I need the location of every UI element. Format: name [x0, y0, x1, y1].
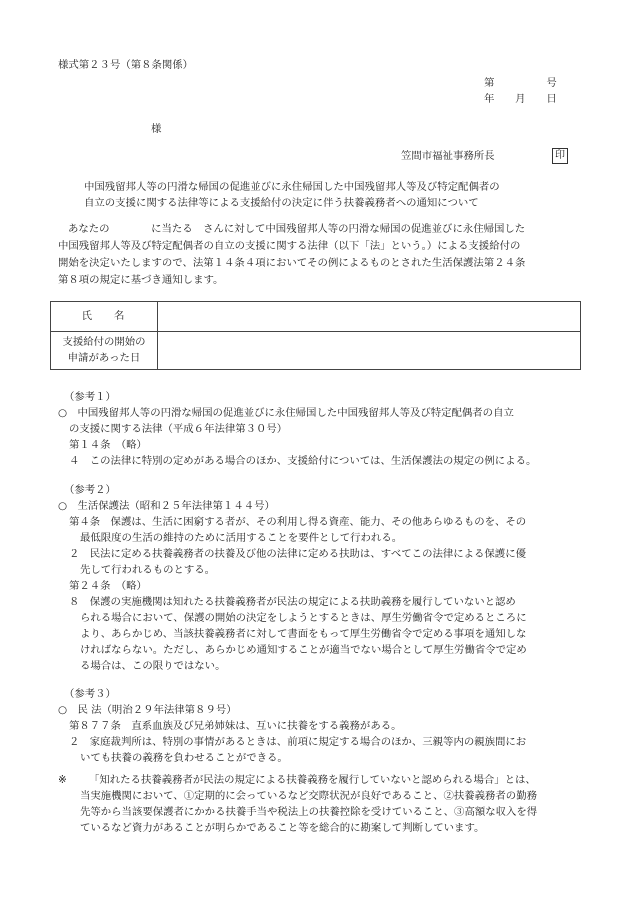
addressee-suffix: 様 — [151, 123, 162, 135]
reference-line: ○ 中国残留邦人等の円滑な帰国の促進並びに永住帰国した中国残留邦人等及び特定配偶者の自立 — [58, 407, 514, 419]
reference-line: 第４条 保護は、生活に困窮する者が、その利用し得る資産、能力、その他あらゆるものを、その — [69, 516, 527, 528]
name-value[interactable] — [158, 302, 581, 332]
name-label: 氏名 — [51, 302, 158, 332]
reference-line: ２ 家庭裁判所は、特別の事情があるときは、前項に規定する場合のほか、三親等内の親族間にお — [69, 736, 527, 748]
issuer-name: 笠間市福祉事務所長 — [401, 150, 495, 162]
note-line: 当実施機関において、①定期的に会っているなど交際状況が良好であること、②扶養義務者の勤務 — [80, 790, 537, 802]
reference-line: ８ 保護の実施機関は知れたる扶養義務者が民法の規定による扶助義務を履行していないと認め — [69, 596, 516, 608]
reference-line: られる場合において、保護の開始の決定をしようとするときは、厚生労働省令で定めるところに — [80, 612, 527, 624]
notice-title-line: 中国残留邦人等の円滑な帰国の促進並びに永住帰国した中国残留邦人等及び特定配偶者の — [84, 181, 500, 193]
reference-line: ○ 民 法（明治２９年法律第８９号） — [58, 704, 237, 716]
application-date-label: 支援給付の開始の 申請があった日 — [51, 332, 158, 370]
reference-line: ２ 民法に定める扶養義務者の扶養及び他の法律に定める扶助は、すべてこの法律による保護に優 — [69, 548, 526, 560]
reference-heading: （参考１） — [64, 391, 116, 403]
reference-line: 先して行われるものとする。 — [80, 564, 216, 576]
reference-line: 第８７７条 直系血族及び兄弟姉妹は、互いに扶養をする義務がある。 — [69, 720, 402, 732]
reference-line: ○ 生活保護法（昭和２５年法律第１４４号） — [58, 500, 275, 512]
reference-line: いても扶養の義務を負わせることができる。 — [80, 752, 288, 764]
reference-line: ければならない。ただし、あらかじめ通知することが適当でない場合として厚生労働省令で定め — [80, 644, 527, 656]
notice-title-line: 自立の支援に関する法律等による支援給付の決定に伴う扶養義務者への通知について — [84, 197, 479, 209]
reference-line: ４ この法律に特別の定めがある場合のほか、支援給付については、生活保護法の規定の例による。 — [69, 455, 537, 467]
recipient-info-table — [50, 301, 581, 370]
notice-body-line: あなたの に当たる さんに対して中国残留邦人等の円滑な帰国の促進並びに永住帰国した — [68, 223, 526, 235]
note-line: ているなど資力があることが明らかであること等を総合的に勘案して判断しています。 — [80, 822, 485, 834]
form-title: 様式第２３号（第８条関係） — [58, 59, 194, 71]
reference-line: 第１４条 （略） — [69, 439, 147, 451]
notice-body-line: 開始を決定いたしますので、法第１４条４項においてその例によるものとされた生活保護法第２４条 — [58, 257, 526, 269]
reference-heading: （参考３） — [64, 688, 116, 700]
table-row — [51, 302, 581, 332]
document-number: 第 号 — [484, 77, 557, 89]
note-mark: ※ — [58, 774, 67, 786]
reference-line: 最低限度の生活の維持のために活用することを要件として行われる。 — [80, 532, 403, 544]
reference-line: より、あらかじめ、当該扶養義務者に対して書面をもって厚生労働省令で定める事項を通知しな — [80, 628, 527, 640]
application-date-value[interactable] — [158, 332, 581, 370]
reference-line: る場合は、この限りではない。 — [80, 660, 226, 672]
reference-line: 第２４条 （略） — [69, 580, 147, 592]
notice-body-line: 中国残留邦人等及び特定配偶者の自立の支援に関する法律（以下「法」という。）による支援給付の — [58, 240, 521, 252]
note-line: 先等から当該要保護者にかかる扶養手当や税法上の扶養控除を受けていること、③高額な収入を得 — [80, 806, 538, 818]
seal-mark: 印 — [552, 148, 568, 164]
document-date: 年 月 日 — [484, 93, 557, 105]
reference-line: の支援に関する法律（平成６年法律第３０号） — [69, 423, 288, 435]
note-line: 「知れたる扶養義務者が民法の規定による扶養義務を履行していないと認められる場合」とは、 — [89, 774, 536, 786]
reference-heading: （参考２） — [64, 484, 116, 496]
notice-body-line: 第８項の規定に基づき通知します。 — [58, 274, 224, 286]
table-row — [51, 332, 581, 370]
